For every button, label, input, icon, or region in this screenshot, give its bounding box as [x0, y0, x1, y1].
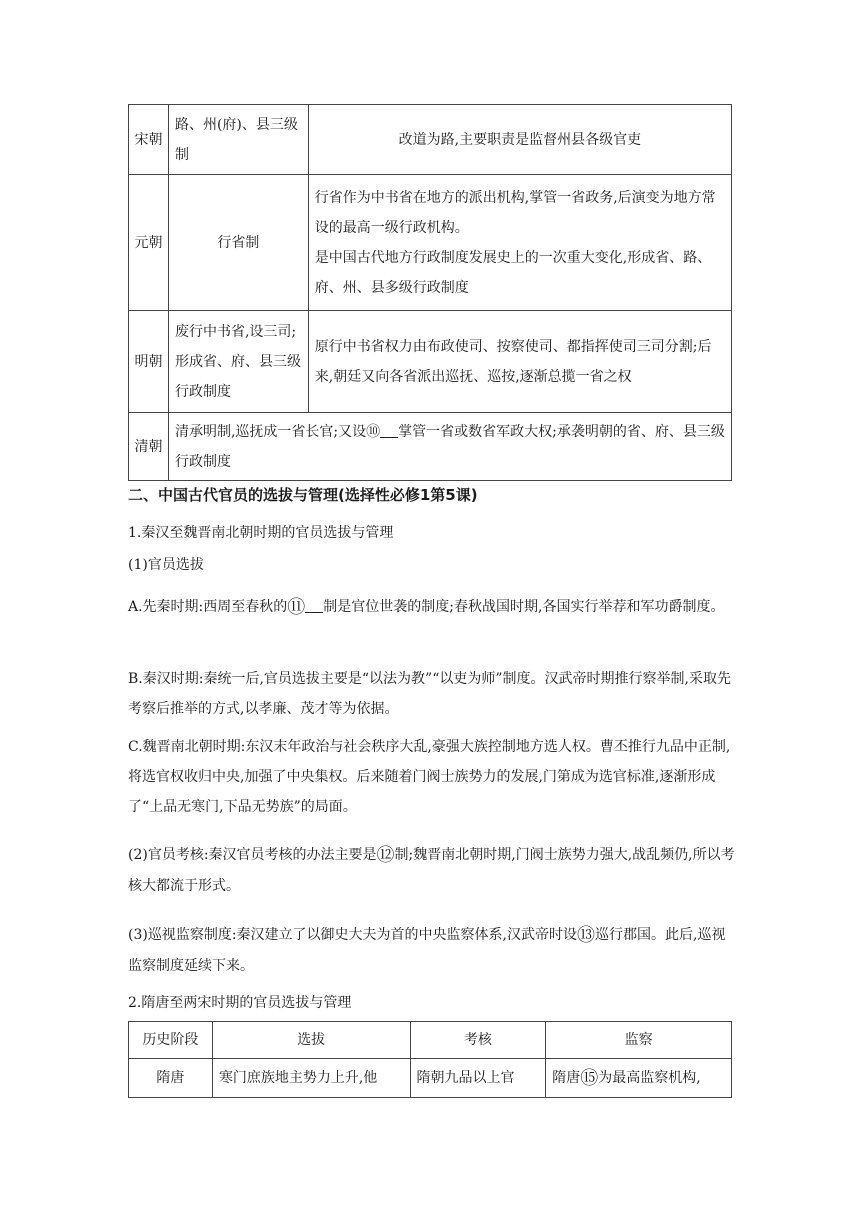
header-cell: 考核 [410, 1022, 546, 1059]
assess-cell: 隋朝九品以上官 [410, 1059, 546, 1098]
paragraph-text: 制;魏晋南北朝时期,门阀士族势力强大,战乱频仍,所以考核大都流于形式。 [128, 847, 735, 894]
supervise-cell [546, 1059, 732, 1098]
system-cell: 路、州(府)、县三级制 [168, 105, 308, 175]
paragraph-text: A.先秦时期:西周至春秋的 [128, 599, 288, 615]
answer-marker: ⑮ [580, 1067, 599, 1089]
table-row [129, 311, 732, 413]
cell-text: 隋唐 [552, 1069, 581, 1086]
table-row [129, 1059, 732, 1098]
select-cell: 寒门庶族地主势力上升,他 [212, 1059, 410, 1098]
detail-cell [168, 413, 731, 481]
detail-text: 掌管一省或数省军政大权;承袭明朝的省、府、县三级行政制度 [174, 423, 725, 470]
system-cell: 废行中书省,设三司;形成省、府、县三级行政制度 [168, 311, 308, 413]
answer-marker: ⑬ [577, 925, 595, 946]
answer-marker: ⑫ [376, 845, 395, 866]
header-cell: 监察 [546, 1022, 732, 1059]
detail-cell [308, 175, 731, 311]
paragraph-assessment [128, 840, 738, 901]
detail-line: 行省作为中书省在地方的派出机构,掌管一省政务,后演变为地方常设的最高一级行政机构。 [314, 189, 716, 236]
part2-title: 2.隋唐至两宋时期的官员选拔与管理 [128, 995, 352, 1011]
paragraph-b: B.秦汉时期:秦统一后,官员选拔主要是“以法为教”“以吏为师”制度。汉武帝时期推行察举制,采取先考察后推举的方式,以孝廉、茂才等为依据。 [128, 671, 731, 717]
detail-cell: 改道为路,主要职责是监督州县各级官吏 [308, 105, 731, 175]
header-cell: 选拔 [212, 1022, 410, 1059]
answer-marker: ⑪ [287, 597, 306, 618]
part1-title: 1.秦汉至魏晋南北朝时期的官员选拔与管理 [128, 525, 394, 541]
subsection-title: (1)官员选拔 [128, 557, 204, 573]
table-row [129, 413, 732, 481]
dynasty-cell: 清朝 [129, 413, 169, 481]
dynasty-cell: 宋朝 [129, 105, 169, 175]
detail-line: 是中国古代地方行政制度发展史上的一次重大变化,形成省、路、府、州、县多级行政制度 [314, 249, 712, 296]
table-row [129, 105, 732, 175]
local-admin-table [128, 104, 732, 481]
system-cell: 行省制 [168, 175, 308, 311]
detail-text: 清承明制,巡抚成一省长官;又设 [174, 423, 367, 440]
answer-blank [305, 598, 323, 613]
paragraph-a [128, 592, 738, 623]
paragraph-c: C.魏晋南北朝时期:东汉末年政治与社会秩序大乱,豪强大族控制地方选人权。曹丕推行九品中正制,将选官权收归中央,加强了中央集权。后来随着门阀士族势力的发展,门第成为选官标准,逐渐形成了“上品无寒门,下品无势族”的局面。 [128, 739, 731, 815]
cell-text: 为最高监察机构, [598, 1069, 701, 1086]
dynasty-cell: 元朝 [129, 175, 169, 311]
section-heading: 二、中国古代官员的选拔与管理(选择性必修1第5课) [128, 486, 478, 504]
table-header-row [129, 1022, 732, 1059]
paragraph-text: (2)官员考核:秦汉官员考核的办法主要是 [128, 847, 377, 863]
detail-cell: 原行中书省权力由布政使司、按察使司、都指挥使司三司分割;后来,朝廷又向各省派出巡抚、巡按,逐渐总揽一省之权 [308, 311, 731, 413]
stage-cell: 隋唐 [129, 1059, 213, 1098]
header-cell: 历史阶段 [129, 1022, 213, 1059]
paragraph-text: (3)巡视监察制度:秦汉建立了以御史大夫为首的中央监察体系,汉武帝时设 [128, 927, 577, 943]
table-row [129, 175, 732, 311]
dynasty-cell: 明朝 [129, 311, 169, 413]
paragraph-supervision [128, 920, 738, 981]
paragraph-text: 制是官位世袭的制度;春秋战国时期,各国实行举荐和军功爵制度。 [323, 599, 725, 615]
paragraph-text: 巡行郡国。此后,巡视监察制度延续下来。 [128, 927, 726, 974]
answer-marker: ⑩ [366, 423, 381, 440]
officials-table [128, 1021, 732, 1098]
answer-blank [380, 423, 398, 438]
